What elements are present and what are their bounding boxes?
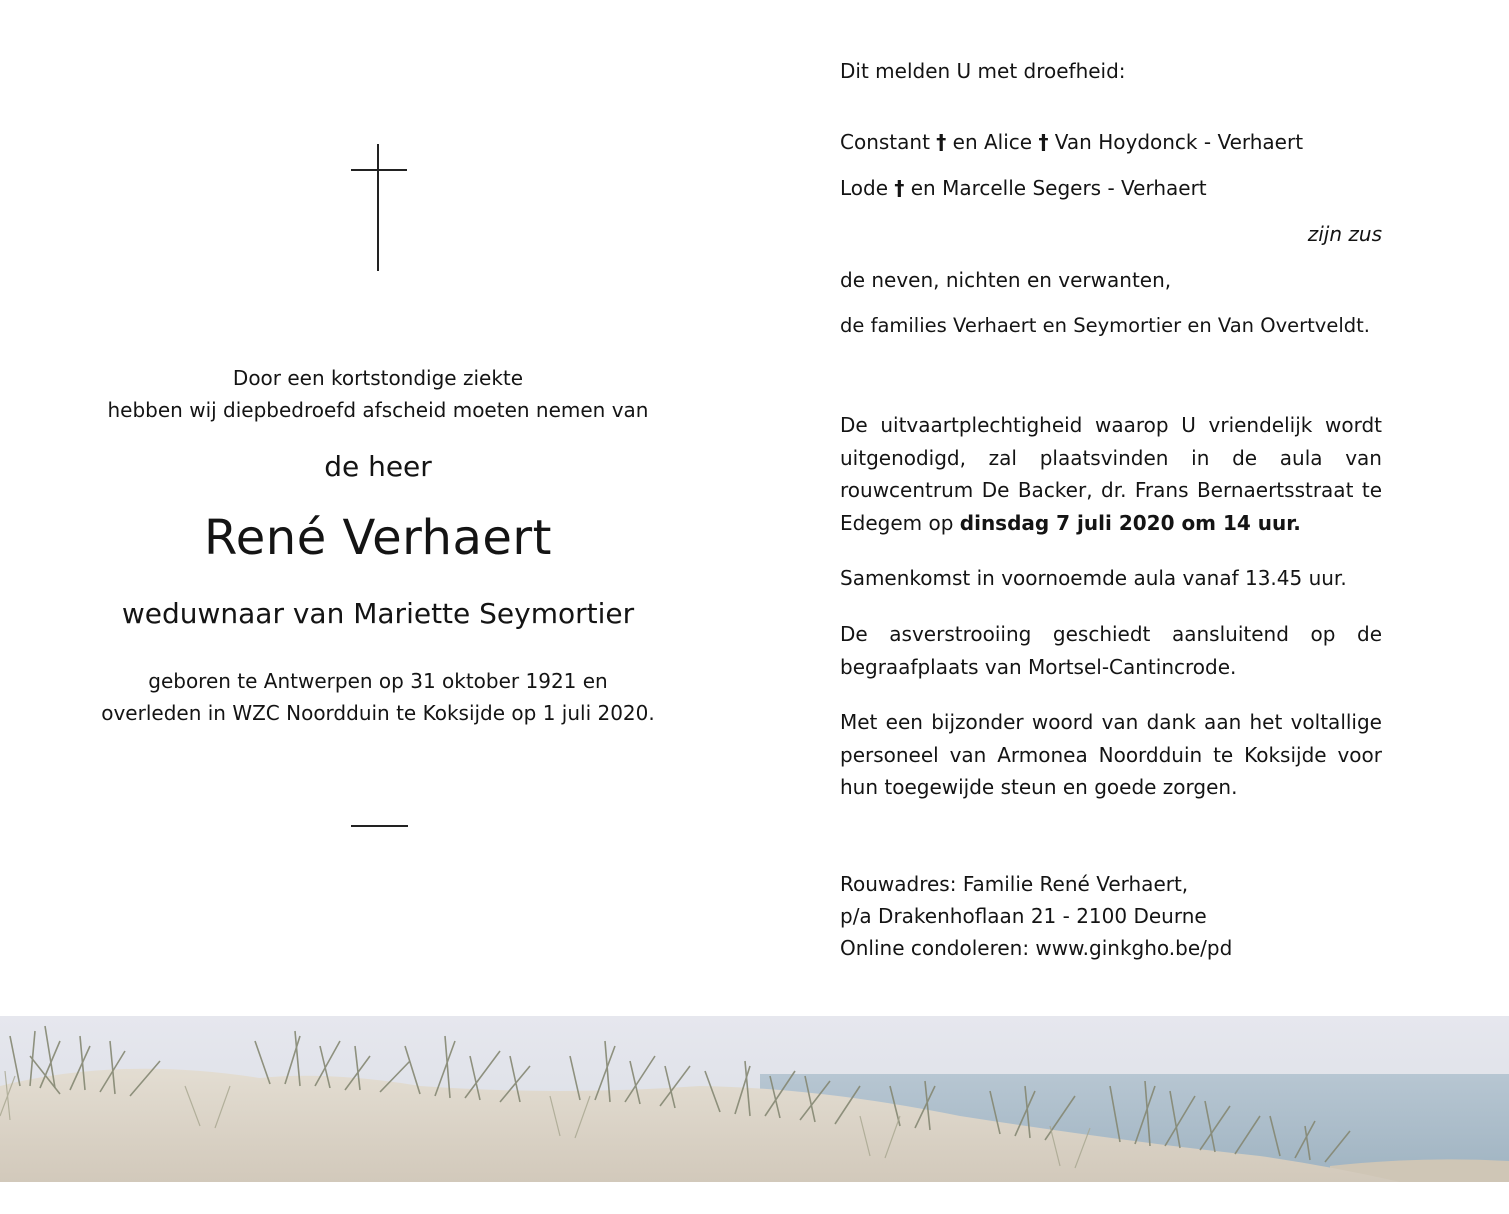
birth-line: geboren te Antwerpen op 31 oktober 1921 en [148,669,608,693]
thanks-line: personeel van Armonea Noordduin te Koksijde voor [840,742,1382,767]
family-line [840,172,1382,204]
condolence-link: Online condoleren: www.ginkgho.be/pd [840,936,1233,960]
deceased-cross-icon: † [1038,130,1049,154]
cross-icon [377,144,379,271]
relatives-line: de neven, nichten en verwanten, [840,268,1172,292]
deceased-cross-icon: † [936,130,947,154]
address-line: Rouwadres: Familie René Verhaert, [840,872,1189,896]
life-dates [60,665,696,729]
intro-line: hebben wij diepbedroefd afscheid moeten nemen van [107,398,649,422]
thanks-paragraph [840,706,1382,804]
deceased-cross-icon: † [894,176,905,200]
funeral-line: uitgenodigd, zal plaatsvinden in de aula van [840,445,1382,470]
cross-icon-bar [351,169,407,171]
thanks-line: Met een bijzonder woord van dank aan het voltallige [840,710,1382,734]
honorific: de heer [324,450,432,483]
gathering-line: Samenkomst in voornoemde aula vanaf 13.45 uur. [840,566,1347,590]
dune-illustration [0,1016,1509,1182]
intro-text [60,362,696,426]
family-text: Lode [840,176,895,200]
deceased-name: René Verhaert [204,510,552,566]
funeral-paragraph [840,409,1382,539]
funeral-line: rouwcentrum De Backer, dr. Frans Bernaertsstraat te [840,478,1382,502]
ashes-line: begraafplaats van Mortsel-Cantincrode. [840,654,1237,679]
family-line [840,126,1382,158]
death-line: overleden in WZC Noordduin te Koksijde op 1 juli 2020. [101,701,655,725]
family-text: Van Hoydonck - Verhaert [1048,130,1304,154]
widower-line: weduwnaar van Mariette Seymortier [121,597,635,630]
funeral-datetime: dinsdag 7 juli 2020 om 14 uur. [959,510,1301,535]
divider [351,825,408,827]
ashes-paragraph [840,618,1382,683]
ashes-line: De asverstrooiing geschiedt aansluitend op de [840,622,1382,646]
family-text: en Marcelle Segers - Verhaert [904,176,1207,200]
families-line: de families Verhaert en Seymortier en Van Overtveldt. [840,314,1370,337]
relation-role: zijn zus [1307,222,1382,246]
funeral-line: De uitvaartplechtigheid waarop U vriendelijk wordt [840,413,1382,437]
announcement: Dit melden U met droefheid: [840,59,1126,83]
funeral-line [840,507,1382,540]
thanks-line: hun toegewijde steun en goede zorgen. [840,775,1238,799]
dune-banner-image [0,1016,1509,1182]
family-text: en Alice [946,130,1039,154]
funeral-location: Edegem op [840,510,960,535]
family-text: Constant [840,130,937,154]
intro-line: Door een kortstondige ziekte [232,366,524,390]
address-line: p/a Drakenhoflaan 21 - 2100 Deurne [840,904,1207,928]
